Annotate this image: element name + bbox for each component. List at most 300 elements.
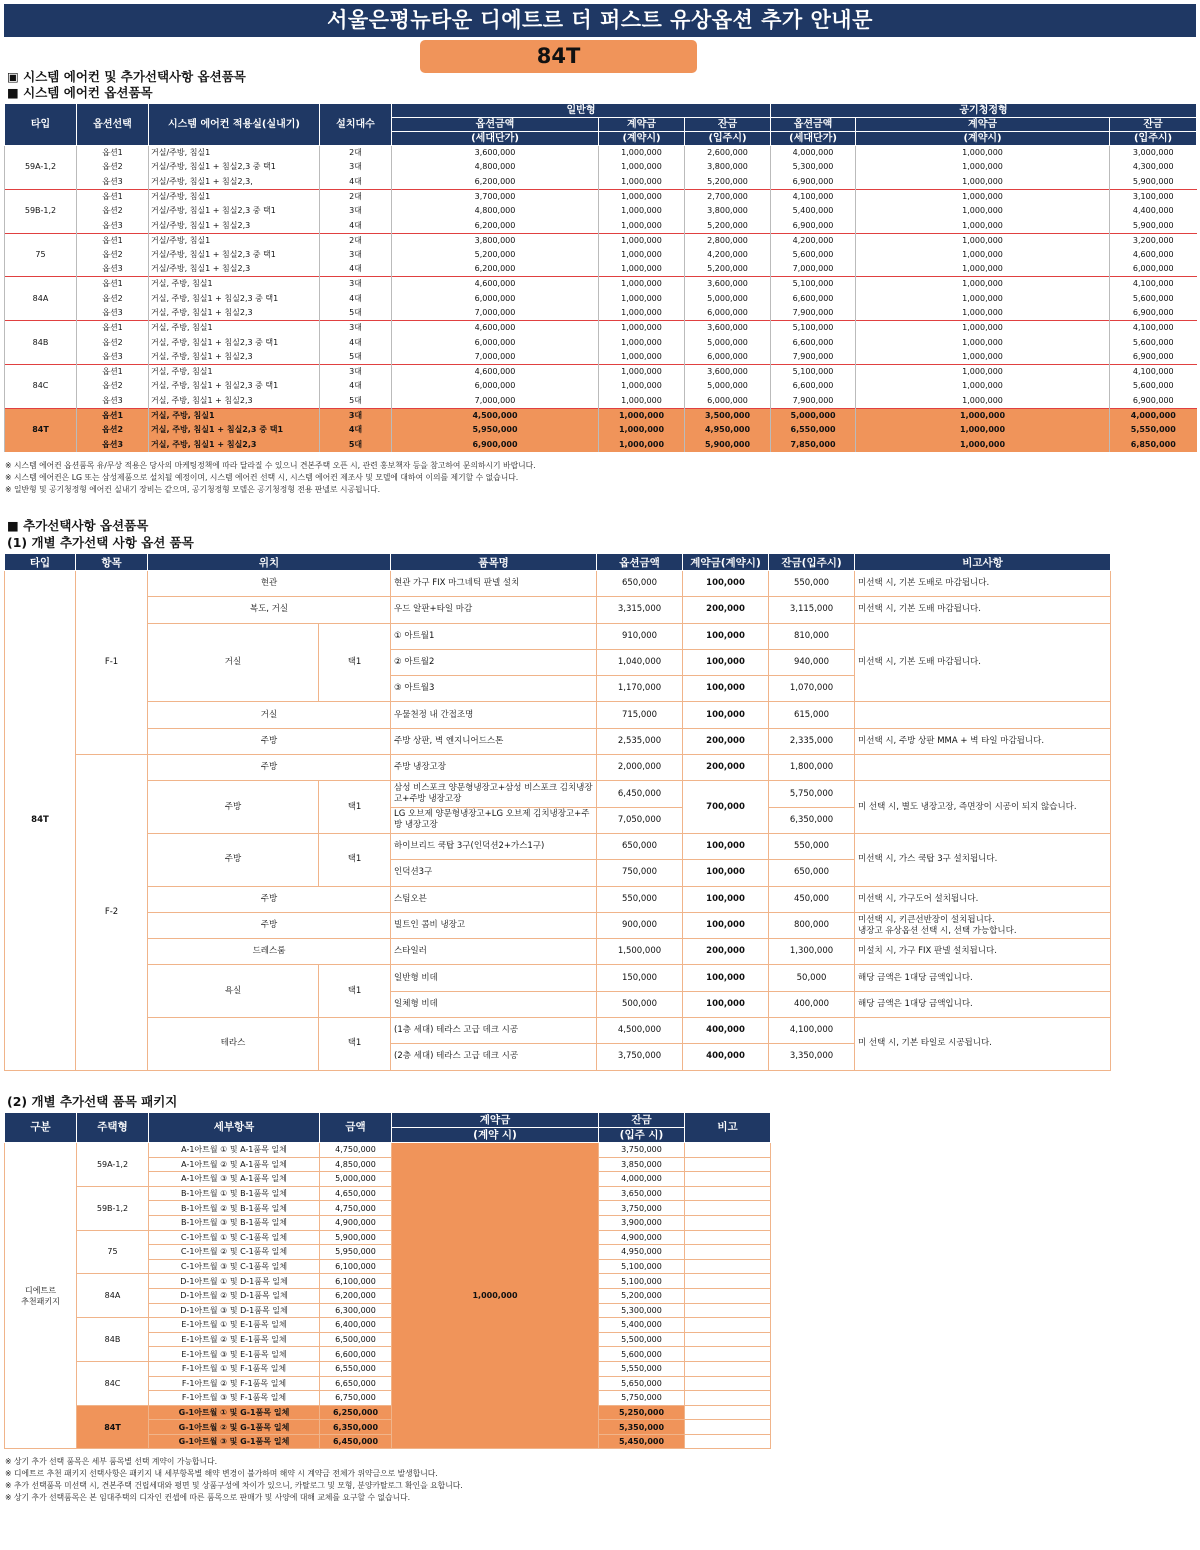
amount-cell: 6,500,000 bbox=[320, 1332, 392, 1347]
col-price-sub: (세대단가) bbox=[392, 132, 599, 146]
type-cell: 75 bbox=[5, 233, 77, 277]
location-cell: 주방 bbox=[148, 833, 319, 886]
units-cell: 4대 bbox=[320, 218, 392, 233]
rooms-cell: 거실, 주방, 침실1 + 침실2,3 중 택1 bbox=[149, 379, 320, 394]
rooms-cell: 거실, 주방, 침실1 bbox=[149, 364, 320, 379]
product-cell: 스타일러 bbox=[391, 939, 597, 965]
table-row bbox=[5, 702, 1111, 728]
price-cell: 7,000,000 bbox=[392, 306, 599, 321]
balance-cell: 4,000,000 bbox=[599, 1172, 685, 1187]
col-item: 항목 bbox=[76, 554, 148, 571]
note-cell bbox=[685, 1143, 771, 1158]
price-cell: 7,900,000 bbox=[771, 306, 856, 321]
col-deposit: 계약금 bbox=[856, 118, 1110, 132]
balance-cell: 4,950,000 bbox=[685, 423, 771, 438]
price-cell: 5,600,000 bbox=[771, 248, 856, 263]
deposit-cell: 1,000,000 bbox=[856, 204, 1110, 219]
select-one-cell: 택1 bbox=[319, 1018, 391, 1071]
detail-cell: F-1아트월 ① 및 F-1품목 일체 bbox=[149, 1361, 320, 1376]
deposit-cell: 100,000 bbox=[683, 833, 769, 859]
product-cell: 스팀오븐 bbox=[391, 886, 597, 912]
col-amount: 금액 bbox=[320, 1113, 392, 1143]
amount-cell: 6,250,000 bbox=[320, 1405, 392, 1420]
deposit-cell: 1,000,000 bbox=[856, 437, 1110, 452]
rooms-cell: 거실/주방, 침실1 + 침실2,3 bbox=[149, 218, 320, 233]
table-row bbox=[5, 1274, 771, 1289]
balance-cell: 3,500,000 bbox=[685, 408, 771, 423]
detail-cell: G-1아트월 ③ 및 G-1품목 일체 bbox=[149, 1434, 320, 1449]
balance-cell: 3,000,000 bbox=[1110, 146, 1197, 161]
price-cell: 6,000,000 bbox=[392, 335, 599, 350]
deposit-cell: 1,000,000 bbox=[599, 423, 685, 438]
table-row bbox=[5, 781, 1111, 807]
col-deposit-sub: (계약시) bbox=[599, 132, 685, 146]
option-cell: 옵션3 bbox=[77, 175, 149, 190]
price-cell: 1,500,000 bbox=[597, 939, 683, 965]
price-cell: 5,100,000 bbox=[771, 321, 856, 336]
deposit-cell: 1,000,000 bbox=[856, 321, 1110, 336]
product-cell: 우물천정 내 간접조명 bbox=[391, 702, 597, 728]
option-cell: 옵션2 bbox=[77, 291, 149, 306]
balance-cell: 3,600,000 bbox=[685, 364, 771, 379]
table-row bbox=[5, 248, 1197, 263]
table-row bbox=[5, 335, 1197, 350]
table-row bbox=[5, 965, 1111, 991]
detail-cell: F-1아트월 ③ 및 F-1품목 일체 bbox=[149, 1391, 320, 1406]
note-cell bbox=[685, 1230, 771, 1245]
balance-cell: 5,100,000 bbox=[599, 1274, 685, 1289]
table-row bbox=[5, 394, 1197, 409]
remark-cell bbox=[855, 702, 1111, 728]
heading-aircon: ■ 시스템 에어컨 옵션품목 bbox=[7, 85, 153, 100]
balance-cell: 5,400,000 bbox=[599, 1318, 685, 1333]
note-cell bbox=[685, 1318, 771, 1333]
col-units: 설치대수 bbox=[320, 104, 392, 146]
balance-cell: 6,000,000 bbox=[1110, 262, 1197, 277]
option-cell: 옵션1 bbox=[77, 277, 149, 292]
table-row bbox=[5, 886, 1111, 912]
option-cell: 옵션1 bbox=[77, 146, 149, 161]
col-type: 타입 bbox=[5, 104, 77, 146]
note-cell bbox=[685, 1420, 771, 1435]
table-row bbox=[5, 321, 1197, 336]
balance-cell: 5,900,000 bbox=[1110, 218, 1197, 233]
table-row bbox=[5, 939, 1111, 965]
deposit-cell: 1,000,000 bbox=[599, 394, 685, 409]
table-row bbox=[5, 306, 1197, 321]
price-cell: 5,400,000 bbox=[771, 204, 856, 219]
deposit-cell: 100,000 bbox=[683, 912, 769, 938]
balance-cell: 800,000 bbox=[769, 912, 855, 938]
product-cell: 주방 상판, 벽 엔지니어드스톤 bbox=[391, 728, 597, 754]
rooms-cell: 거실/주방, 침실1 bbox=[149, 146, 320, 161]
balance-cell: 5,000,000 bbox=[685, 291, 771, 306]
deposit-cell: 1,000,000 bbox=[856, 335, 1110, 350]
table-row bbox=[5, 379, 1197, 394]
col-purify: 공기청정형 bbox=[771, 104, 1197, 118]
col-remarks: 비고사항 bbox=[855, 554, 1111, 571]
price-cell: 1,040,000 bbox=[597, 649, 683, 675]
price-cell: 650,000 bbox=[597, 833, 683, 859]
deposit-cell: 1,000,000 bbox=[599, 160, 685, 175]
price-cell: 4,500,000 bbox=[392, 408, 599, 423]
type-cell: 84T bbox=[5, 408, 77, 452]
price-cell: 910,000 bbox=[597, 623, 683, 649]
product-cell: LG 오브제 양문형냉장고+LG 오브제 김치냉장고+주방 냉장고장 bbox=[391, 807, 597, 833]
balance-cell: 5,750,000 bbox=[769, 781, 855, 807]
balance-cell: 5,200,000 bbox=[599, 1288, 685, 1303]
rooms-cell: 거실/주방, 침실1 bbox=[149, 233, 320, 248]
select-one-cell: 택1 bbox=[319, 833, 391, 886]
aircon-notes bbox=[5, 460, 536, 496]
units-cell: 3대 bbox=[320, 248, 392, 263]
balance-cell: 940,000 bbox=[769, 649, 855, 675]
remark-cell: 미선택 시, 가스 쿡탑 3구 설치됩니다. bbox=[855, 833, 1111, 886]
amount-cell: 6,450,000 bbox=[320, 1434, 392, 1449]
note-cell bbox=[685, 1332, 771, 1347]
option-cell: 옵션2 bbox=[77, 379, 149, 394]
amount-cell: 6,550,000 bbox=[320, 1361, 392, 1376]
col-house-type: 주택형 bbox=[77, 1113, 149, 1143]
balance-cell: 2,335,000 bbox=[769, 728, 855, 754]
unit-type-badge: 84T bbox=[420, 40, 697, 73]
units-cell: 3대 bbox=[320, 321, 392, 336]
col-balance: 잔금 bbox=[685, 118, 771, 132]
balance-cell: 3,750,000 bbox=[599, 1201, 685, 1216]
deposit-cell: 200,000 bbox=[683, 755, 769, 781]
balance-cell: 3,600,000 bbox=[685, 277, 771, 292]
note-cell bbox=[685, 1303, 771, 1318]
table-row bbox=[5, 291, 1197, 306]
balance-cell: 4,900,000 bbox=[599, 1230, 685, 1245]
product-cell: 일체형 비데 bbox=[391, 991, 597, 1017]
detail-cell: A-1아트월 ③ 및 A-1품목 일체 bbox=[149, 1172, 320, 1187]
balance-cell: 400,000 bbox=[769, 991, 855, 1017]
rooms-cell: 거실/주방, 침실1 bbox=[149, 189, 320, 204]
col-price-sub: (세대단가) bbox=[771, 132, 856, 146]
rooms-cell: 거실, 주방, 침실1 + 침실2,3 중 택1 bbox=[149, 291, 320, 306]
price-cell: 6,200,000 bbox=[392, 262, 599, 277]
rooms-cell: 거실, 주방, 침실1 + 침실2,3 중 택1 bbox=[149, 423, 320, 438]
balance-cell: 6,900,000 bbox=[1110, 394, 1197, 409]
option-cell: 옵션3 bbox=[77, 394, 149, 409]
note-cell bbox=[685, 1405, 771, 1420]
balance-cell: 810,000 bbox=[769, 623, 855, 649]
option-cell: 옵션1 bbox=[77, 364, 149, 379]
product-cell: ② 아트월2 bbox=[391, 649, 597, 675]
deposit-cell: 400,000 bbox=[683, 1044, 769, 1070]
price-cell: 5,100,000 bbox=[771, 277, 856, 292]
option-cell: 옵션3 bbox=[77, 262, 149, 277]
price-cell: 4,600,000 bbox=[392, 364, 599, 379]
product-cell: 빌트인 콤비 냉장고 bbox=[391, 912, 597, 938]
price-cell: 6,600,000 bbox=[771, 291, 856, 306]
balance-cell: 4,100,000 bbox=[1110, 364, 1197, 379]
deposit-cell: 100,000 bbox=[683, 676, 769, 702]
product-cell: 주방 냉장고장 bbox=[391, 755, 597, 781]
col-location: 위치 bbox=[148, 554, 391, 571]
house-type-cell: 59A-1,2 bbox=[77, 1143, 149, 1187]
rooms-cell: 거실, 주방, 침실1 + 침실2,3 bbox=[149, 437, 320, 452]
location-cell: 주방 bbox=[148, 728, 391, 754]
table-row bbox=[5, 262, 1197, 277]
price-cell: 7,000,000 bbox=[392, 394, 599, 409]
option-cell: 옵션3 bbox=[77, 218, 149, 233]
price-cell: 6,550,000 bbox=[771, 423, 856, 438]
units-cell: 3대 bbox=[320, 277, 392, 292]
detail-cell: B-1아트월 ③ 및 B-1품목 일체 bbox=[149, 1215, 320, 1230]
col-balance: 잔금(입주시) bbox=[769, 554, 855, 571]
note-cell bbox=[685, 1215, 771, 1230]
price-cell: 7,050,000 bbox=[597, 807, 683, 833]
balance-cell: 3,650,000 bbox=[599, 1186, 685, 1201]
heading-options: ▣ 시스템 에어컨 및 추가선택사항 옵션품목 bbox=[7, 69, 246, 84]
deposit-cell: 100,000 bbox=[683, 991, 769, 1017]
option-cell: 옵션3 bbox=[77, 437, 149, 452]
price-cell: 6,000,000 bbox=[392, 291, 599, 306]
balance-cell: 1,070,000 bbox=[769, 676, 855, 702]
balance-cell: 6,000,000 bbox=[685, 350, 771, 365]
price-cell: 4,000,000 bbox=[771, 146, 856, 161]
deposit-cell: 400,000 bbox=[683, 1018, 769, 1044]
detail-cell: B-1아트월 ② 및 B-1품목 일체 bbox=[149, 1201, 320, 1216]
deposit-cell: 100,000 bbox=[683, 860, 769, 886]
location-cell: 복도, 거실 bbox=[148, 597, 391, 623]
remark-cell bbox=[855, 755, 1111, 781]
type-cell: 84B bbox=[5, 321, 77, 365]
price-cell: 6,600,000 bbox=[771, 335, 856, 350]
heading-package: (2) 개별 추가선택 품목 패키지 bbox=[7, 1094, 178, 1109]
detail-cell: C-1아트월 ① 및 C-1품목 일체 bbox=[149, 1230, 320, 1245]
type-cell: 84A bbox=[5, 277, 77, 321]
table-row bbox=[5, 277, 1197, 292]
note-cell bbox=[685, 1361, 771, 1376]
deposit-cell: 1,000,000 bbox=[856, 233, 1110, 248]
detail-cell: F-1아트월 ② 및 F-1품목 일체 bbox=[149, 1376, 320, 1391]
col-option: 옵션선택 bbox=[77, 104, 149, 146]
detail-cell: G-1아트월 ② 및 G-1품목 일체 bbox=[149, 1420, 320, 1435]
product-cell: 일반형 비데 bbox=[391, 965, 597, 991]
price-cell: 3,600,000 bbox=[392, 146, 599, 161]
note-cell bbox=[685, 1186, 771, 1201]
balance-cell: 3,750,000 bbox=[599, 1143, 685, 1158]
price-cell: 4,800,000 bbox=[392, 204, 599, 219]
table-row bbox=[5, 189, 1197, 204]
balance-cell: 2,800,000 bbox=[685, 233, 771, 248]
balance-cell: 4,300,000 bbox=[1110, 160, 1197, 175]
table-row bbox=[5, 423, 1197, 438]
price-cell: 550,000 bbox=[597, 886, 683, 912]
col-balance: 잔금 bbox=[1110, 118, 1197, 132]
price-cell: 4,200,000 bbox=[771, 233, 856, 248]
table-row bbox=[5, 597, 1111, 623]
balance-cell: 5,100,000 bbox=[599, 1259, 685, 1274]
balance-cell: 5,250,000 bbox=[599, 1405, 685, 1420]
price-cell: 7,900,000 bbox=[771, 350, 856, 365]
price-cell: 5,300,000 bbox=[771, 160, 856, 175]
option-cell: 옵션2 bbox=[77, 160, 149, 175]
price-cell: 750,000 bbox=[597, 860, 683, 886]
balance-cell: 550,000 bbox=[769, 571, 855, 597]
table-row bbox=[5, 364, 1197, 379]
rooms-cell: 거실/주방, 침실1 + 침실2,3 bbox=[149, 262, 320, 277]
units-cell: 4대 bbox=[320, 335, 392, 350]
balance-cell: 5,450,000 bbox=[599, 1434, 685, 1449]
individual-option-table bbox=[4, 553, 1111, 1071]
product-cell: 우드 알판+타일 마감 bbox=[391, 597, 597, 623]
location-cell: 거실 bbox=[148, 702, 391, 728]
heading-extra: ■ 추가선택사항 옵션품목 bbox=[7, 518, 149, 533]
option-cell: 옵션3 bbox=[77, 350, 149, 365]
package-notes bbox=[5, 1456, 463, 1504]
detail-cell: B-1아트월 ① 및 B-1품목 일체 bbox=[149, 1186, 320, 1201]
product-cell: 현관 가구 FIX 마그네틱 판넬 설치 bbox=[391, 571, 597, 597]
price-cell: 7,900,000 bbox=[771, 394, 856, 409]
select-one-cell: 택1 bbox=[319, 781, 391, 834]
deposit-cell: 1,000,000 bbox=[599, 335, 685, 350]
option-cell: 옵션2 bbox=[77, 204, 149, 219]
col-balance-sub: (입주 시) bbox=[599, 1128, 685, 1143]
col-deposit: 계약금 bbox=[392, 1113, 599, 1128]
col-type: 타입 bbox=[5, 554, 76, 571]
units-cell: 3대 bbox=[320, 364, 392, 379]
price-cell: 2,000,000 bbox=[597, 755, 683, 781]
deposit-cell: 1,000,000 bbox=[856, 394, 1110, 409]
balance-cell: 3,600,000 bbox=[685, 321, 771, 336]
deposit-cell: 100,000 bbox=[683, 965, 769, 991]
balance-cell: 5,650,000 bbox=[599, 1376, 685, 1391]
balance-cell: 5,600,000 bbox=[1110, 379, 1197, 394]
col-category: 구분 bbox=[5, 1113, 77, 1143]
option-cell: 옵션1 bbox=[77, 189, 149, 204]
amount-cell: 6,350,000 bbox=[320, 1420, 392, 1435]
balance-cell: 2,600,000 bbox=[685, 146, 771, 161]
detail-cell: C-1아트월 ③ 및 C-1품목 일체 bbox=[149, 1259, 320, 1274]
product-cell: 하이브리드 쿡탑 3구(인덕션2+가스1구) bbox=[391, 833, 597, 859]
select-one-cell: 택1 bbox=[319, 965, 391, 1018]
deposit-cell: 100,000 bbox=[683, 649, 769, 675]
deposit-cell: 1,000,000 bbox=[599, 277, 685, 292]
deposit-cell: 1,000,000 bbox=[599, 233, 685, 248]
table-row bbox=[5, 833, 1111, 859]
package-table bbox=[4, 1112, 771, 1449]
deposit-cell: 1,000,000 bbox=[599, 306, 685, 321]
detail-cell: D-1아트월 ① 및 D-1품목 일체 bbox=[149, 1274, 320, 1289]
detail-cell: E-1아트월 ② 및 E-1품목 일체 bbox=[149, 1332, 320, 1347]
price-cell: 4,800,000 bbox=[392, 160, 599, 175]
balance-cell: 5,600,000 bbox=[1110, 335, 1197, 350]
units-cell: 4대 bbox=[320, 379, 392, 394]
units-cell: 4대 bbox=[320, 175, 392, 190]
units-cell: 2대 bbox=[320, 233, 392, 248]
option-cell: 옵션2 bbox=[77, 423, 149, 438]
house-type-cell: 84B bbox=[77, 1318, 149, 1362]
balance-cell: 6,850,000 bbox=[1110, 437, 1197, 452]
balance-cell: 5,550,000 bbox=[599, 1361, 685, 1376]
amount-cell: 4,900,000 bbox=[320, 1215, 392, 1230]
remark-cell: 해당 금액은 1대당 금액입니다. bbox=[855, 965, 1111, 991]
table-row bbox=[5, 350, 1197, 365]
deposit-cell: 100,000 bbox=[683, 886, 769, 912]
units-cell: 3대 bbox=[320, 408, 392, 423]
units-cell: 4대 bbox=[320, 291, 392, 306]
col-balance-sub: (입주시) bbox=[1110, 132, 1197, 146]
balance-cell: 4,100,000 bbox=[769, 1018, 855, 1044]
price-cell: 4,500,000 bbox=[597, 1018, 683, 1044]
balance-cell: 4,100,000 bbox=[1110, 321, 1197, 336]
balance-cell: 5,200,000 bbox=[685, 262, 771, 277]
balance-cell: 5,550,000 bbox=[1110, 423, 1197, 438]
price-cell: 900,000 bbox=[597, 912, 683, 938]
col-deposit: 계약금 bbox=[599, 118, 685, 132]
location-cell: 거실 bbox=[148, 623, 319, 702]
option-cell: 옵션1 bbox=[77, 408, 149, 423]
units-cell: 3대 bbox=[320, 160, 392, 175]
product-cell: ③ 아트월3 bbox=[391, 676, 597, 702]
amount-cell: 4,750,000 bbox=[320, 1143, 392, 1158]
location-cell: 현관 bbox=[148, 571, 391, 597]
aircon-option-table bbox=[4, 103, 1197, 452]
house-type-cell: 59B-1,2 bbox=[77, 1186, 149, 1230]
type-cell: 59B-1,2 bbox=[5, 189, 77, 233]
balance-cell: 3,350,000 bbox=[769, 1044, 855, 1070]
deposit-cell: 1,000,000 bbox=[599, 408, 685, 423]
house-type-cell: 84A bbox=[77, 1274, 149, 1318]
deposit-cell: 1,000,000 bbox=[856, 350, 1110, 365]
deposit-cell: 200,000 bbox=[683, 728, 769, 754]
note-line: ※ 일반형 및 공기청정형 에어컨 실내기 장비는 같으며, 공기청정형 모델은 공기청정형 전용 판넬로 시공됩니다. bbox=[5, 485, 381, 494]
deposit-cell: 1,000,000 bbox=[599, 146, 685, 161]
option-cell: 옵션2 bbox=[77, 248, 149, 263]
units-cell: 5대 bbox=[320, 394, 392, 409]
table-row bbox=[5, 233, 1197, 248]
amount-cell: 5,900,000 bbox=[320, 1230, 392, 1245]
col-detail: 세부항목 bbox=[149, 1113, 320, 1143]
note-cell bbox=[685, 1201, 771, 1216]
price-cell: 6,200,000 bbox=[392, 218, 599, 233]
note-line: ※ 시스템 에어컨은 LG 또는 삼성제품으로 설치될 예정이며, 시스템 에어컨 선택 시, 시스템 에어컨 제조사 및 모델에 대하여 이의를 제기할 수 없습니다. bbox=[5, 473, 519, 482]
rooms-cell: 거실, 주방, 침실1 bbox=[149, 408, 320, 423]
units-cell: 4대 bbox=[320, 423, 392, 438]
note-cell bbox=[685, 1245, 771, 1260]
deposit-cell: 1,000,000 bbox=[599, 204, 685, 219]
balance-cell: 5,350,000 bbox=[599, 1420, 685, 1435]
table-row bbox=[5, 1018, 1111, 1044]
units-cell: 2대 bbox=[320, 189, 392, 204]
rooms-cell: 거실, 주방, 침실1 + 침실2,3 중 택1 bbox=[149, 335, 320, 350]
balance-cell: 5,750,000 bbox=[599, 1391, 685, 1406]
balance-cell: 5,900,000 bbox=[1110, 175, 1197, 190]
deposit-cell: 1,000,000 bbox=[856, 291, 1110, 306]
price-cell: 5,950,000 bbox=[392, 423, 599, 438]
product-cell: 인덕션3구 bbox=[391, 860, 597, 886]
col-price: 옵션금액 bbox=[392, 118, 599, 132]
product-cell: (2층 세대) 테라스 고급 데크 시공 bbox=[391, 1044, 597, 1070]
deposit-cell: 1,000,000 bbox=[856, 146, 1110, 161]
remark-cell: 해당 금액은 1대당 금액입니다. bbox=[855, 991, 1111, 1017]
balance-cell: 5,500,000 bbox=[599, 1332, 685, 1347]
balance-cell: 1,300,000 bbox=[769, 939, 855, 965]
rooms-cell: 거실/주방, 침실1 + 침실2,3 중 택1 bbox=[149, 248, 320, 263]
balance-cell: 3,800,000 bbox=[685, 160, 771, 175]
balance-cell: 1,800,000 bbox=[769, 755, 855, 781]
col-balance: 잔금 bbox=[599, 1113, 685, 1128]
table-row bbox=[5, 437, 1197, 452]
deposit-cell: 1,000,000 bbox=[599, 364, 685, 379]
detail-cell: E-1아트월 ① 및 E-1품목 일체 bbox=[149, 1318, 320, 1333]
location-cell: 주방 bbox=[148, 781, 319, 834]
balance-cell: 6,900,000 bbox=[1110, 350, 1197, 365]
